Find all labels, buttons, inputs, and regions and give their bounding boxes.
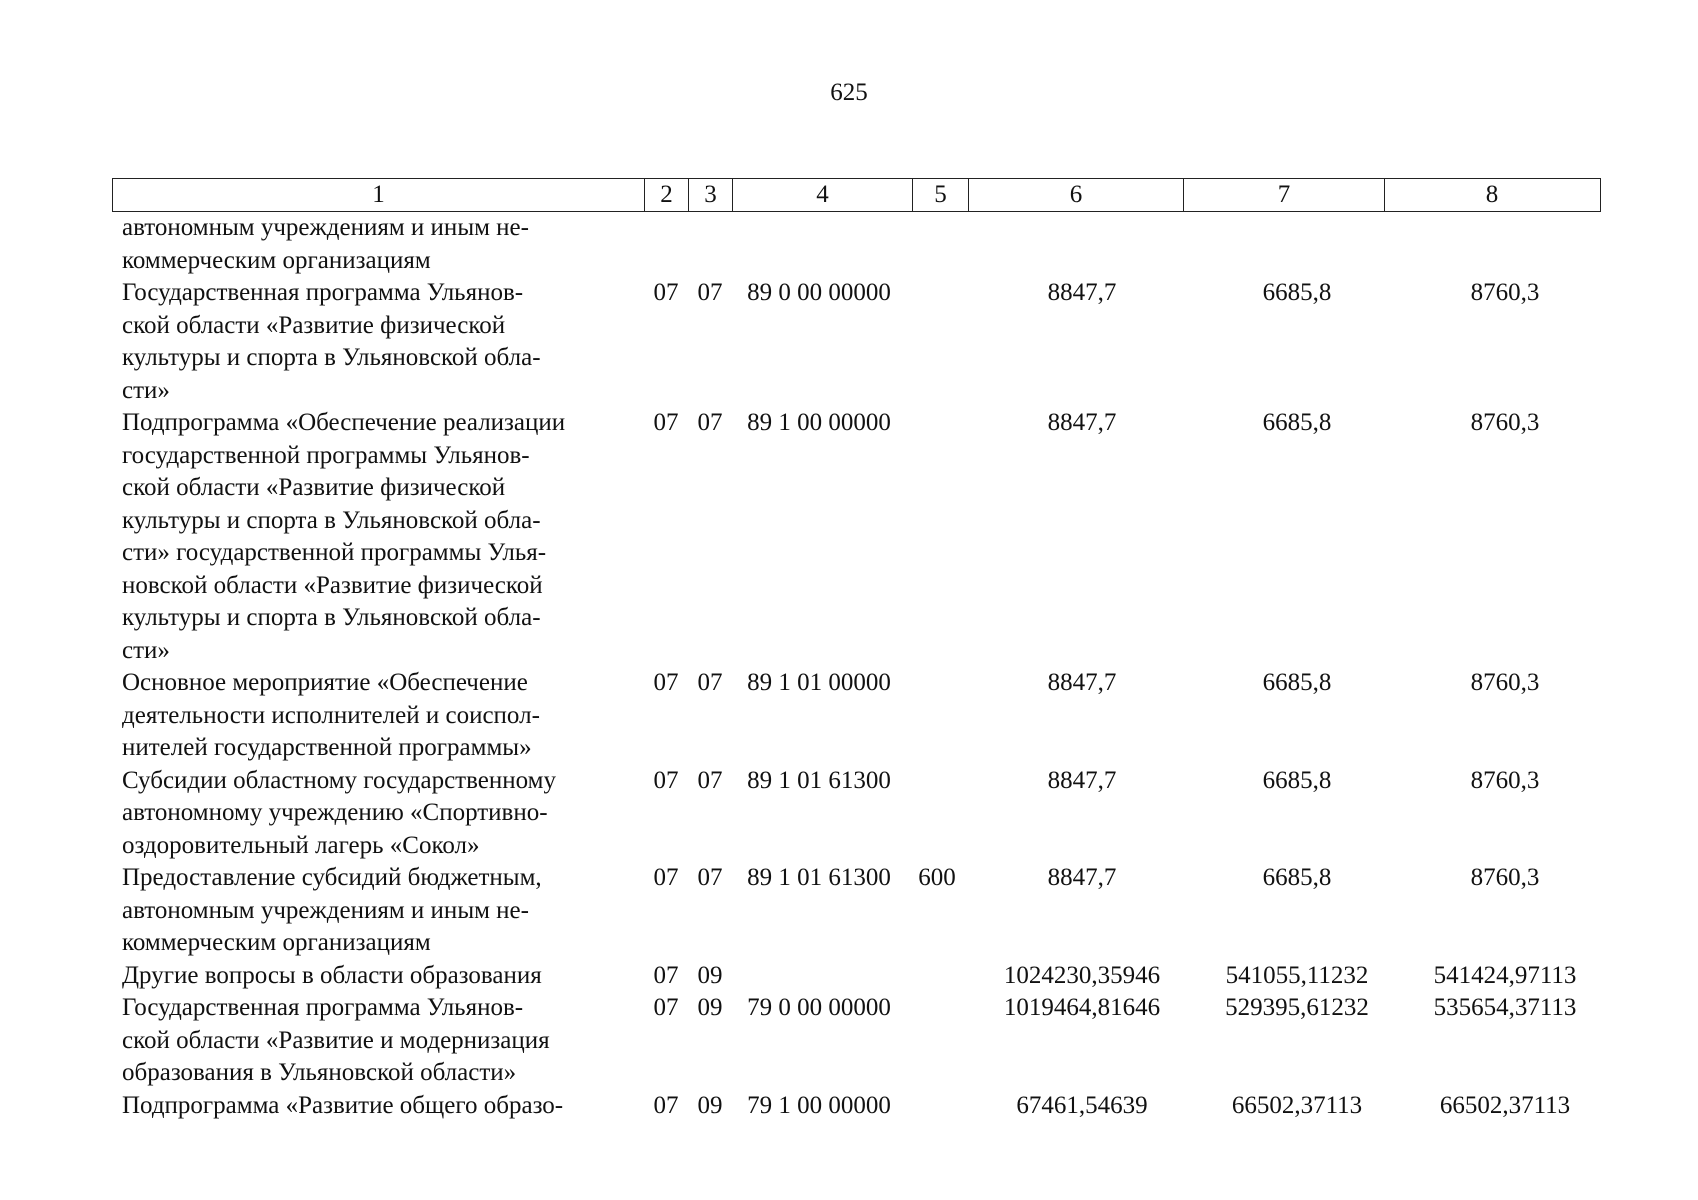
row-value-col8: 8760,3	[1470, 766, 1540, 794]
table-header	[112, 178, 1601, 212]
row-section: 07	[653, 994, 679, 1021]
row-value-col7: 6685,8	[1262, 279, 1332, 306]
row-subsection: 07	[697, 669, 723, 696]
page-number: 625	[830, 79, 868, 106]
row-value-col8: 8760,3	[1470, 409, 1540, 436]
row-target-article: 89 1 01 61300	[747, 766, 891, 794]
row-value-col8: 8760,3	[1470, 864, 1540, 891]
row-name-line: деятельности исполнителей и соиспол-	[122, 701, 540, 729]
row-target-article: 89 1 00 00000	[747, 409, 891, 436]
row-name-line: государственной программы Ульянов-	[122, 441, 530, 469]
row-name-line: культуры и спорта в Ульяновской обла-	[122, 344, 541, 371]
row-value-col8: 8760,3	[1470, 279, 1540, 306]
row-subsection: 07	[697, 766, 723, 794]
row-name-line: оздоровительный лагерь «Сокол»	[122, 831, 480, 859]
row-name-line: ской области «Развитие физической	[122, 311, 506, 339]
row-name-line: Другие вопросы в области образования	[122, 961, 542, 989]
row-name-line: образования в Ульяновской области»	[122, 1059, 517, 1086]
header-col-6: 6	[969, 179, 1184, 211]
table-row	[112, 407, 1601, 667]
row-subsection: 09	[697, 961, 723, 989]
row-name-line: Подпрограмма «Обеспечение реализации	[122, 409, 566, 436]
row-name-line: ской области «Развитие физической	[122, 474, 506, 501]
row-section: 07	[653, 409, 679, 436]
row-value-col7: 66502,37113	[1231, 1091, 1363, 1119]
row-section: 07	[653, 669, 679, 696]
row-name	[112, 277, 632, 407]
row-name-line: Государственная программа Ульянов-	[122, 279, 524, 306]
table-row	[112, 992, 1601, 1090]
row-name-line: коммерческим организациям	[122, 929, 431, 956]
row-value-col6: 8847,7	[1047, 279, 1117, 306]
row-name-line: сти»	[122, 636, 170, 664]
row-section: 07	[653, 864, 679, 891]
row-name-line: Основное мероприятие «Обеспечение	[122, 669, 528, 696]
row-name-line: ской области «Развитие и модернизация	[122, 1026, 550, 1054]
row-section: 07	[653, 766, 679, 794]
header-col-1: 1	[113, 179, 645, 211]
row-target-article: 79 1 00 00000	[747, 1091, 891, 1119]
row-target-article: 89 1 01 00000	[747, 669, 891, 696]
row-name	[112, 212, 632, 277]
header-col-7: 7	[1184, 179, 1385, 211]
row-target-article: 89 0 00 00000	[747, 279, 891, 306]
row-value-col6: 8847,7	[1047, 766, 1117, 794]
row-name	[112, 992, 632, 1090]
row-subsection: 07	[697, 409, 723, 436]
row-value-col8: 541424,97113	[1433, 961, 1577, 989]
row-name	[112, 765, 632, 863]
row-value-col6: 67461,54639	[1016, 1091, 1148, 1119]
row-value-col7: 6685,8	[1262, 409, 1332, 436]
row-value-col6: 8847,7	[1047, 669, 1117, 696]
header-col-3: 3	[689, 179, 733, 211]
row-name-line: Предоставление субсидий бюджетным,	[122, 864, 542, 891]
row-value-col8: 8760,3	[1470, 669, 1540, 696]
row-value-col7: 6685,8	[1262, 766, 1332, 794]
row-value-col8: 535654,37113	[1433, 994, 1577, 1021]
table-row	[112, 960, 1601, 993]
row-name-line: новской области «Развитие физической	[122, 571, 543, 599]
row-name-line: автономным учреждениям и иным не-	[122, 896, 529, 924]
row-name-line: культуры и спорта в Ульяновской обла-	[122, 604, 541, 631]
row-expense-type: 600	[918, 864, 956, 891]
row-name	[112, 667, 632, 765]
row-value-col7: 529395,61232	[1225, 994, 1369, 1021]
row-section: 07	[653, 961, 679, 989]
row-name-line: Субсидии областному государственному	[122, 766, 556, 794]
header-col-4: 4	[733, 179, 913, 211]
row-value-col8: 66502,37113	[1439, 1091, 1571, 1119]
table-row	[112, 667, 1601, 765]
header-col-8: 8	[1485, 181, 1499, 208]
row-name-line: культуры и спорта в Ульяновской обла-	[122, 506, 541, 534]
header-col-2: 2	[645, 179, 689, 211]
row-section: 07	[653, 1091, 679, 1119]
row-subsection: 09	[697, 1091, 723, 1119]
row-name-line: сти»	[122, 376, 170, 404]
row-target-article: 79 0 00 00000	[747, 994, 891, 1021]
table-row	[112, 1090, 1601, 1123]
table-row	[112, 765, 1601, 863]
table-body	[112, 212, 1601, 1122]
row-name-line: Государственная программа Ульянов-	[122, 994, 524, 1021]
row-target-article: 89 1 01 61300	[747, 864, 891, 891]
row-value-col7: 6685,8	[1262, 864, 1332, 891]
row-name-line: автономному учреждению «Спортивно-	[122, 799, 548, 826]
row-section: 07	[653, 279, 679, 306]
row-name	[112, 960, 632, 993]
row-value-col6: 8847,7	[1047, 409, 1117, 436]
row-name	[112, 407, 632, 667]
row-value-col6: 1019464,81646	[1003, 994, 1161, 1021]
row-value-col6: 1024230,35946	[1003, 961, 1161, 989]
header-col-5: 5	[913, 179, 969, 211]
row-name-line: нителей государственной программы»	[122, 734, 532, 761]
table-row	[112, 277, 1601, 407]
row-subsection: 07	[697, 279, 723, 306]
row-name-line: автономным учреждениям и иным не-	[122, 214, 529, 241]
table-row	[112, 862, 1601, 960]
row-value-col7: 541055,11232	[1225, 961, 1369, 989]
row-name-line: коммерческим организациям	[122, 246, 431, 274]
row-value-col6: 8847,7	[1047, 864, 1117, 891]
row-name-line: Подпрограмма «Развитие общего образо-	[122, 1091, 564, 1119]
row-name	[112, 862, 632, 960]
row-subsection: 07	[697, 864, 723, 891]
row-name	[112, 1090, 632, 1123]
row-value-col7: 6685,8	[1262, 669, 1332, 696]
row-subsection: 09	[697, 994, 723, 1021]
table-row	[112, 212, 1601, 277]
row-name-line: сти» государственной программы Улья-	[122, 539, 547, 566]
